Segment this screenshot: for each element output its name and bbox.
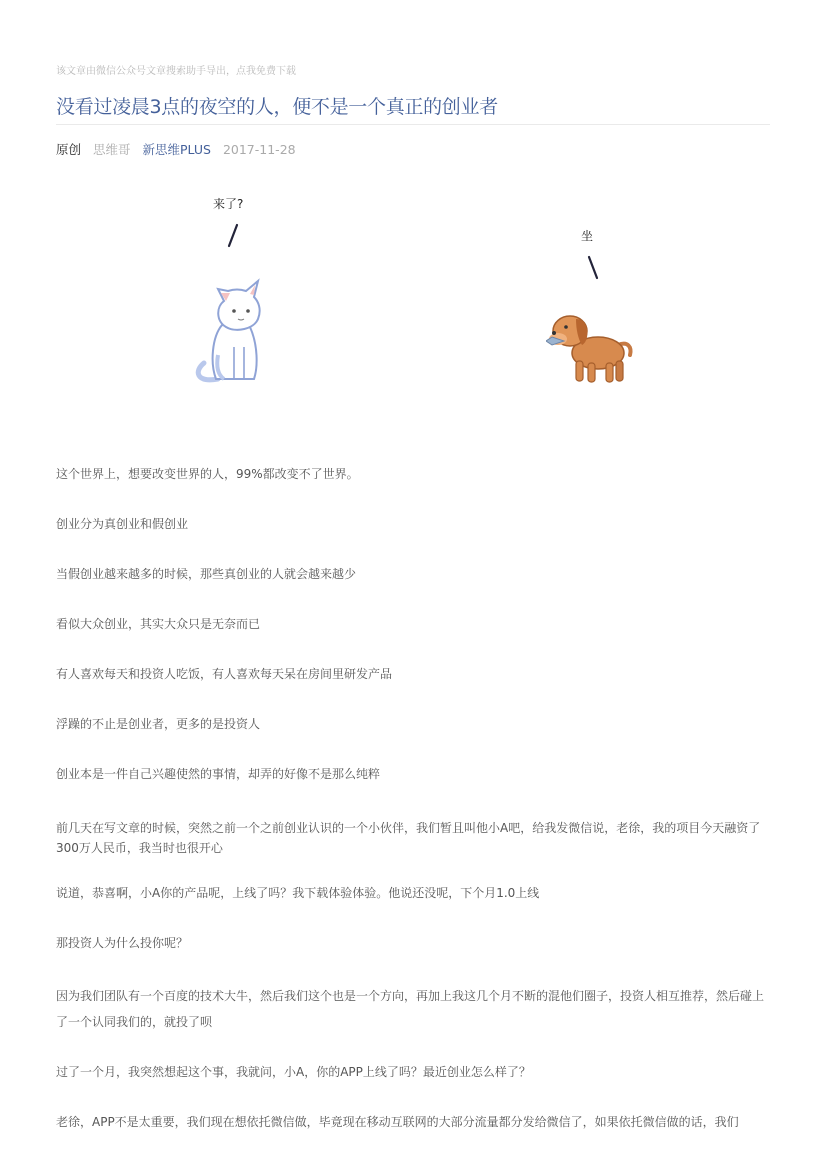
paragraph-7: 创业本是一件自己兴趣使然的事情，却弄的好像不是那么纯粹 — [56, 767, 381, 781]
paragraph-12: 过了一个月，我突然想起这个事，我就问，小A，你的APP上线了吗？最近创业怎么样了？ — [56, 1065, 531, 1079]
paragraph-8: 前几天在写文章的时候，突然之前一个之前创业认识的一个小伙伴，我们暂且叫他小A吧，给我发微信说，老徐，我的项目今天融资了300万人民币，我当时也很开心 — [56, 821, 761, 855]
account-link[interactable]: 新思维PLUS — [142, 142, 211, 157]
paragraph-2: 创业分为真创业和假创业 — [56, 517, 189, 531]
paragraph-9: 说道，恭喜啊，小A你的产品呢，上线了吗？我下载体验体验。他说还没呢，下个月1.0上线 — [56, 886, 540, 900]
cat-icon — [188, 275, 278, 387]
paragraph-6: 浮躁的不止是创业者，更多的是投资人 — [56, 717, 261, 731]
cat-speech-line-icon — [226, 223, 240, 249]
publish-date: 2017-11-28 — [222, 142, 296, 157]
dog-speech-line-icon — [586, 255, 600, 281]
paragraph-10: 那投资人为什么投你呢？ — [56, 936, 189, 950]
title-divider — [56, 124, 770, 125]
paragraph-3: 当假创业越来越多的时候，那些真创业的人就会越来越少 — [56, 567, 357, 581]
author-name: 思维哥 — [93, 142, 131, 157]
paragraph-5: 有人喜欢每天和投资人吃饭，有人喜欢每天呆在房间里研发产品 — [56, 667, 393, 681]
export-note-link[interactable]: 该文章由微信公众号文章搜索助手导出，点我免费下载 — [56, 66, 296, 77]
paragraph-13: 老徐，APP不是太重要，我们现在想依托微信做，毕竟现在移动互联网的大部分流量都分发给微信了，如果依托微信做的话，我们 — [56, 1115, 739, 1129]
paragraph-1: 这个世界上，想要改变世界的人，99%都改变不了世界。 — [56, 467, 359, 481]
original-label: 原创 — [56, 142, 82, 157]
paragraph-4: 看似大众创业，其实大众只是无奈而已 — [56, 617, 261, 631]
dog-speech-text: 坐 — [581, 229, 594, 243]
dog-icon — [546, 311, 636, 387]
cat-speech-text: 来了? — [213, 197, 244, 211]
paragraph-11: 因为我们团队有一个百度的技术大牛，然后我们这个也是一个方向，再加上我这几个月不断的混他们圈子，投资人相互推荐，然后碰上了一个认同我们的，就投了呗 — [56, 989, 765, 1029]
article-title: 没看过凌晨3点的夜空的人，便不是一个真正的创业者 — [56, 96, 498, 118]
article-meta — [56, 140, 304, 158]
cat-dog-illustration — [56, 185, 770, 405]
